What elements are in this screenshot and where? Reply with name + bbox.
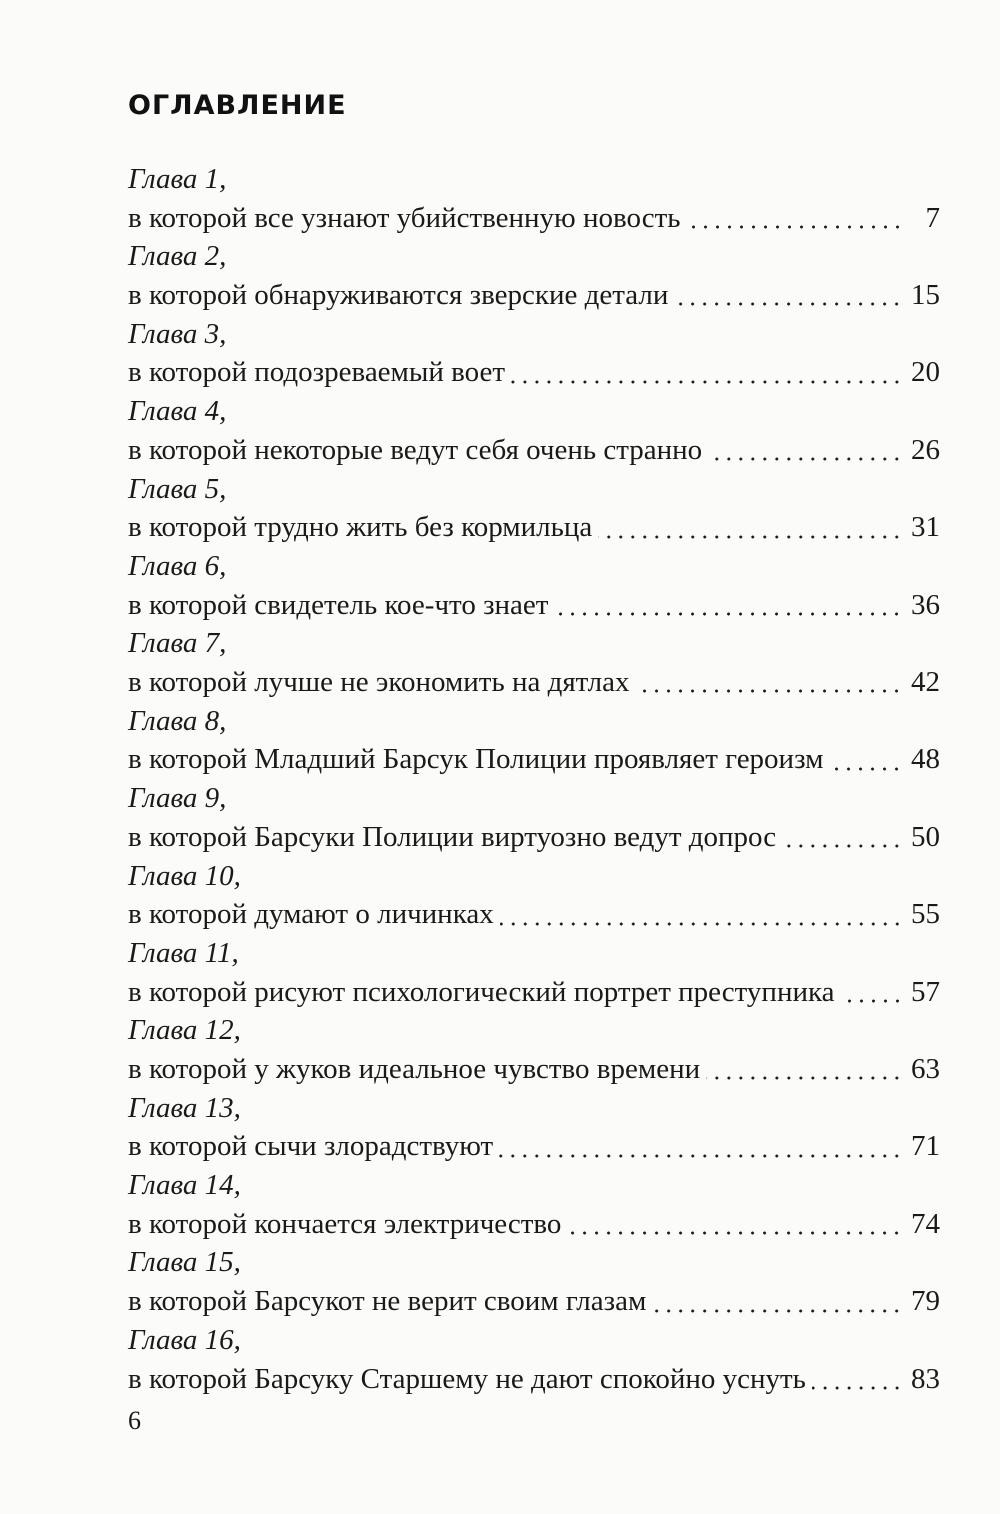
chapter-title: в которой у жуков идеальное чувство времени [128,1052,701,1085]
chapter-page-number: 15 [911,279,940,312]
chapter-title: в которой свидетель кое-что знает [128,588,549,621]
chapter-label: Глава 4, [128,395,227,428]
toc-entry[interactable] [128,160,940,237]
chapter-title: в которой лучше не экономить на дятлах [128,666,630,699]
chapter-label: Глава 10, [128,859,241,892]
toc-entry[interactable] [128,779,940,856]
chapter-line [128,199,940,238]
chapter-line [128,1127,940,1166]
dot-leader [841,998,903,1004]
dot-leader [554,611,903,617]
chapter-title: в которой Барсуку Старшему не дают спокойно уснуть [128,1362,806,1395]
chapter-label: Глава 6, [128,549,227,582]
chapter-title: в которой некоторые ведут себя очень странно [128,433,703,466]
chapter-label: Глава 8, [128,704,227,737]
dot-leader [500,921,903,927]
chapter-label: Глава 1, [128,163,227,195]
chapter-title: в которой кончается электричество [128,1207,562,1240]
dot-leader [499,1153,903,1159]
chapter-title: в которой все узнают убийственную новость [128,201,681,234]
toc-entry[interactable] [128,934,940,1011]
chapter-page-number: 57 [911,975,940,1008]
chapter-line [128,1205,940,1244]
chapter-line [128,818,940,857]
chapter-title: в которой Барсукот не верит своим глазам [128,1285,647,1318]
chapter-page-number: 74 [911,1207,940,1240]
chapter-label: Глава 12, [128,1014,241,1047]
chapter-line [128,1360,940,1399]
toc-entry[interactable] [128,857,940,934]
dot-leader [686,224,904,230]
toc-entry[interactable] [128,547,940,624]
chapter-label: Глава 3, [128,317,227,350]
chapter-label: Глава 7, [128,627,227,660]
toc-entry[interactable] [128,1243,940,1320]
dot-leader [782,843,903,849]
chapter-line [128,1050,940,1089]
dot-leader [511,379,903,385]
chapter-line [128,431,940,470]
dot-leader [812,1385,903,1391]
chapter-label: Глава 14, [128,1169,241,1202]
chapter-line [128,895,940,934]
chapter-label: Глава 15, [128,1246,241,1279]
toc-entry[interactable] [128,392,940,469]
dot-leader [706,1075,903,1081]
chapter-label: Глава 2, [128,240,227,273]
dot-leader [652,1308,903,1314]
toc-entry[interactable] [128,624,940,701]
dot-leader [567,1230,903,1236]
dot-leader [598,534,903,540]
chapter-line [128,508,940,547]
chapter-page-number: 31 [911,511,940,544]
chapter-label: Глава 5, [128,472,227,505]
toc-entry[interactable] [128,1321,940,1398]
toc-entry[interactable] [128,237,940,314]
toc-entry[interactable] [128,1089,940,1166]
chapter-title: в которой сычи злорадствуют [128,1130,494,1163]
chapter-page-number: 42 [911,666,940,699]
dot-leader [708,456,903,462]
chapter-line [128,740,940,779]
chapter-line [128,973,940,1012]
toc-entry[interactable] [128,1011,940,1088]
toc-entry[interactable] [128,470,940,547]
chapter-page-number: 63 [911,1052,940,1085]
toc-entry[interactable] [128,702,940,779]
chapter-label: Глава 9, [128,782,227,815]
chapter-page-number: 7 [925,201,940,234]
chapter-line [128,276,940,315]
chapter-line [128,586,940,625]
dot-leader [635,688,903,694]
chapter-title: в которой Младший Барсук Полиции проявляет героизм [128,743,824,776]
chapter-page-number: 83 [911,1362,940,1395]
chapter-page-number: 79 [911,1285,940,1318]
chapter-line [128,1282,940,1321]
chapter-line [128,663,940,702]
chapter-label: Глава 16, [128,1323,241,1356]
chapter-page-number: 48 [911,743,940,776]
chapter-title: в которой подозреваемый воет [128,356,506,389]
chapter-line [128,353,940,392]
chapter-page-number: 20 [911,356,940,389]
page-number: 6 [128,1406,141,1435]
chapter-page-number: 50 [911,820,940,853]
page-title: оглавление [128,79,347,123]
chapter-page-number: 71 [911,1130,940,1163]
chapter-page-number: 26 [911,433,940,466]
chapter-label: Глава 11, [128,936,239,969]
chapter-title: в которой рисуют психологический портрет преступника [128,975,835,1008]
chapter-page-number: 55 [911,898,940,931]
chapter-page-number: 36 [911,588,940,621]
chapter-title: в которой обнаруживаются зверские детали [128,279,669,312]
chapter-label: Глава 13, [128,1091,241,1124]
chapter-title: в которой думают о личинках [128,898,494,931]
dot-leader [674,301,903,307]
chapter-title: в которой Барсуки Полиции виртуозно ведут допрос [128,820,777,853]
chapter-title: в которой трудно жить без кормильца [128,511,593,544]
table-of-contents [128,160,940,1398]
toc-entry[interactable] [128,315,940,392]
dot-leader [829,766,903,772]
toc-entry[interactable] [128,1166,940,1243]
